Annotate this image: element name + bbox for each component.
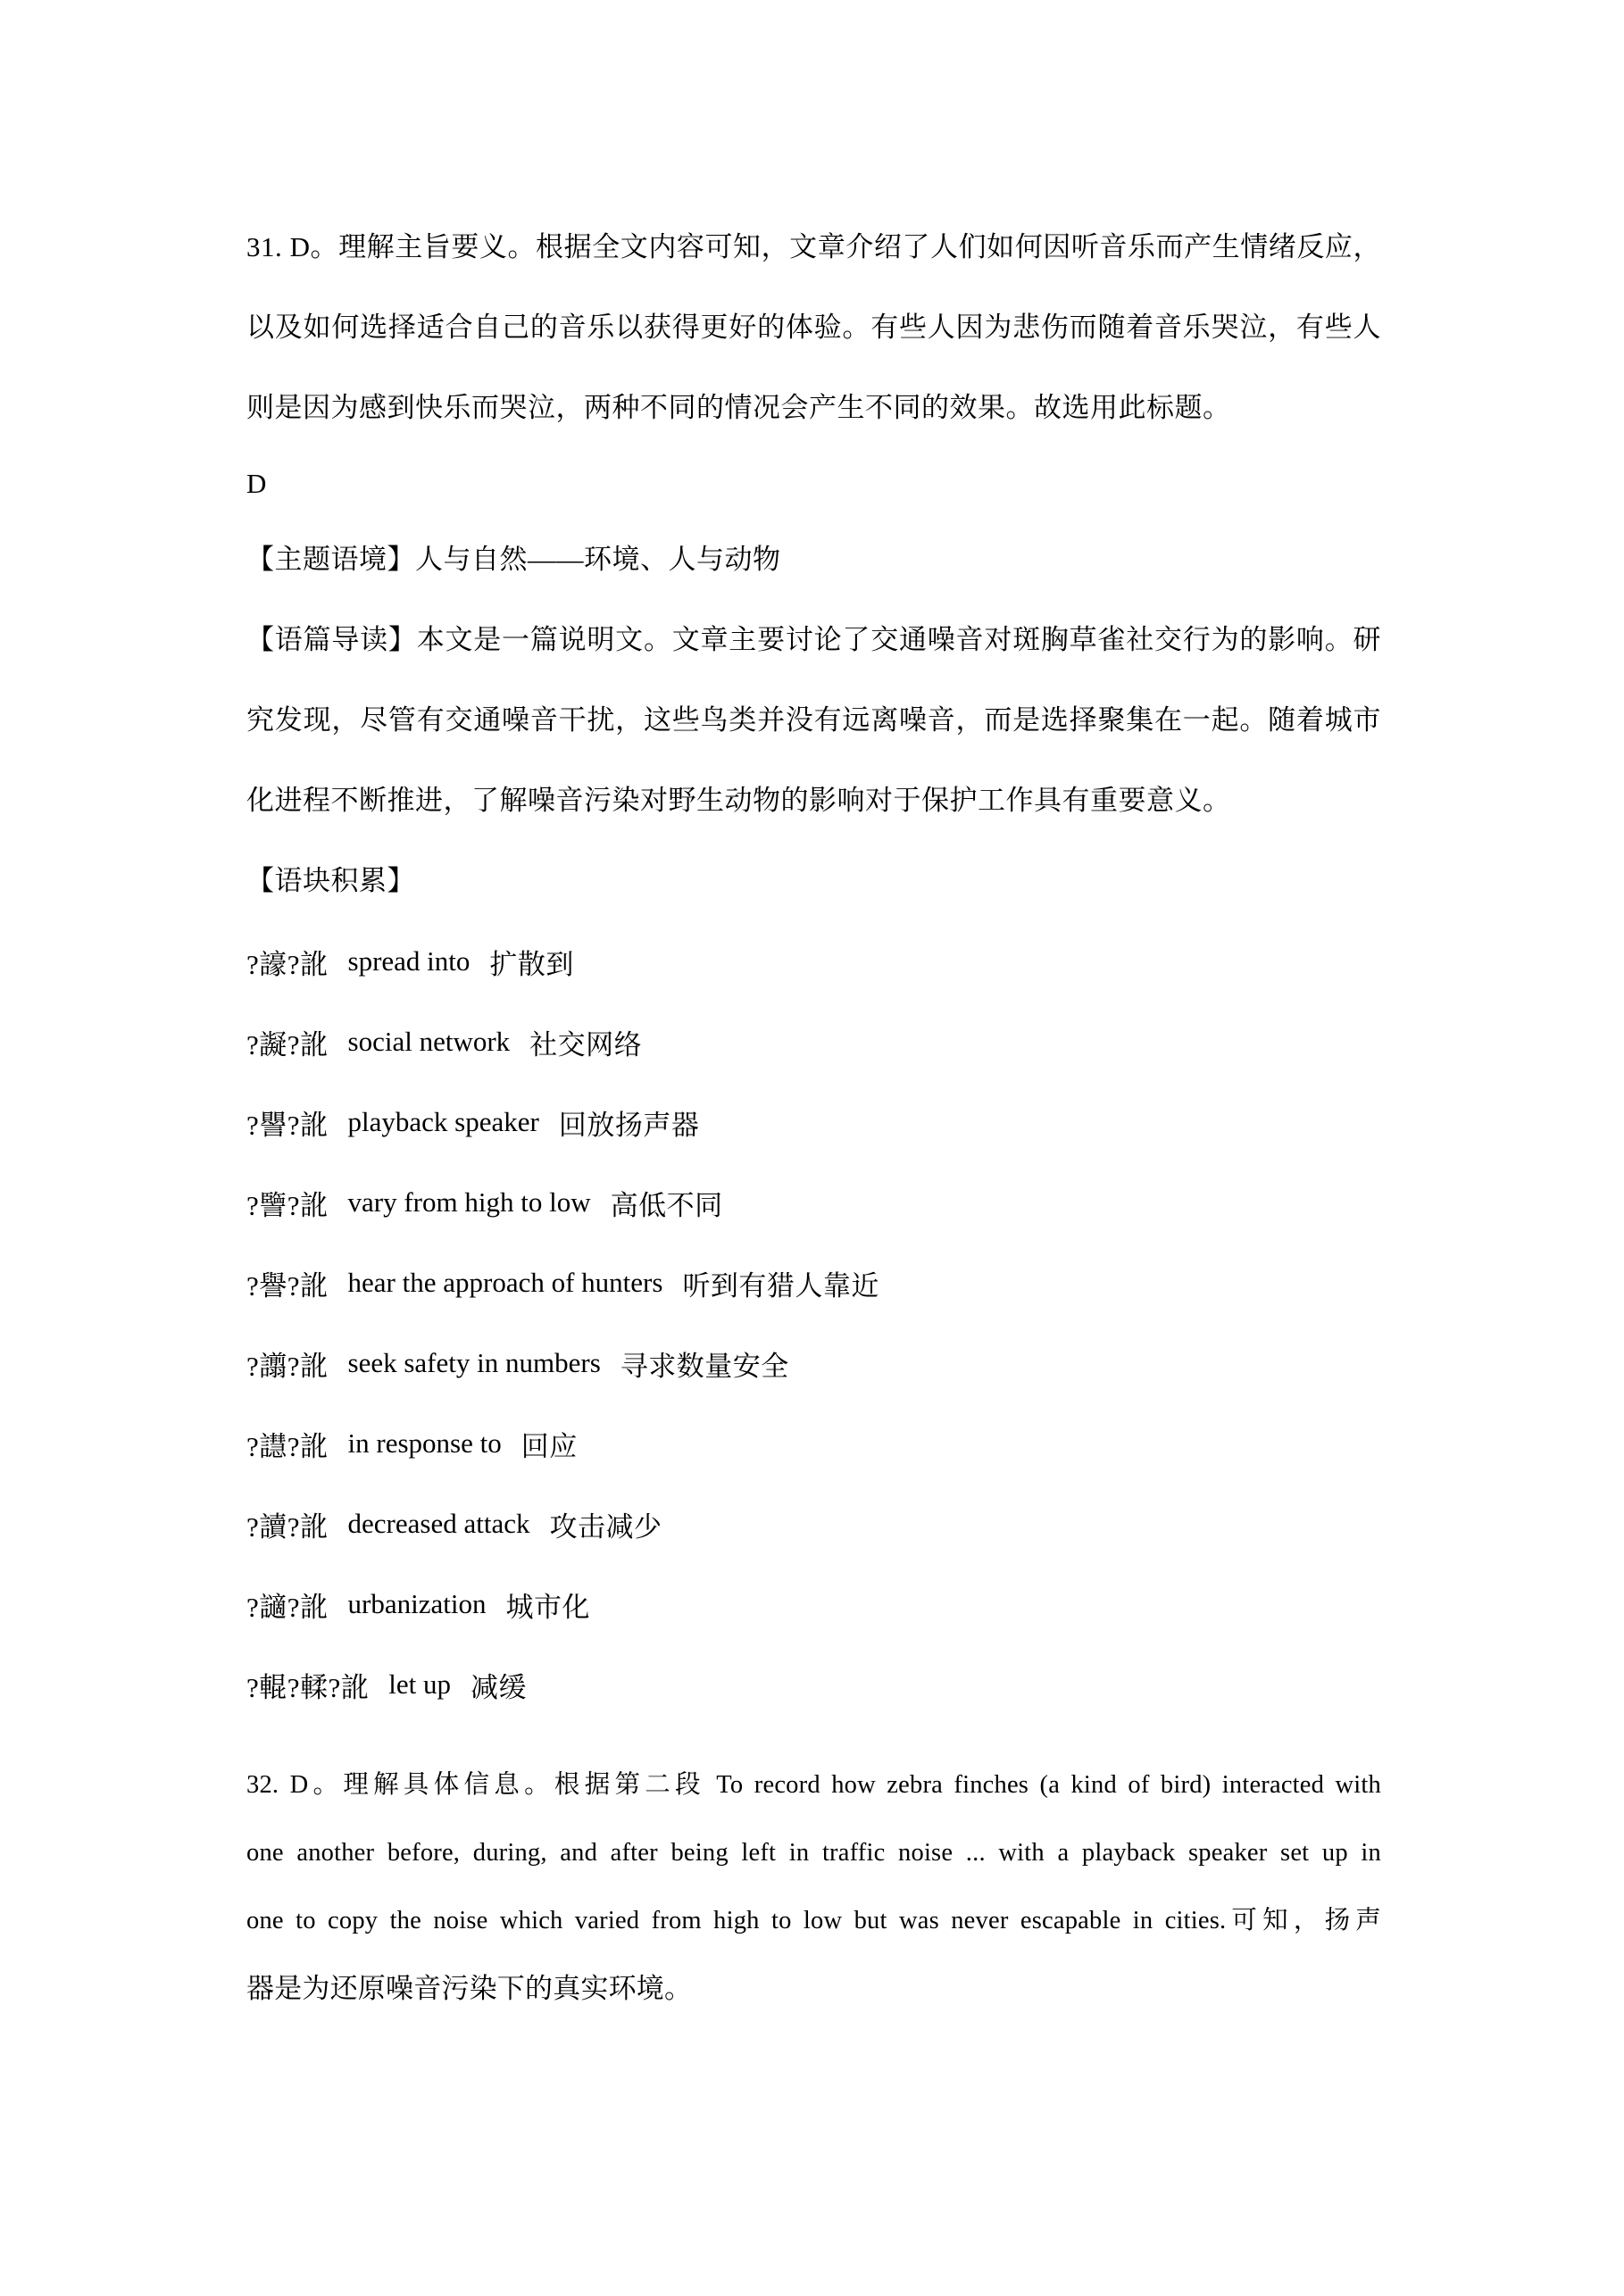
answer-32-line-4: 器是为还原噪音污染下的真实环境。 <box>246 1973 693 2004</box>
chunks-list <box>246 921 1381 1725</box>
chunk-item <box>246 1082 1381 1162</box>
answer-32-paragraph <box>246 1751 1381 2023</box>
chunk-item <box>246 1002 1381 1082</box>
chunk-english: vary from high to low <box>347 1186 591 1218</box>
chunk-english: let up <box>388 1668 452 1700</box>
passage-guide-line-3: 化进程不断推进，了解噪音污染对野生动物的影响对于保护工作具有重要意义。 <box>246 785 1231 816</box>
answer-31-paragraph <box>246 207 1381 448</box>
chunk-chinese: 寻求数量安全 <box>620 1350 789 1382</box>
chunk-marker: ?譺?訛 <box>246 1028 329 1061</box>
chunk-marker: ?讁?訛 <box>246 1591 329 1623</box>
passage-guide-line-2: 究发现，尽管有交通噪音干扰，这些鸟类并没有远离噪音，而是选择聚集在一起。随着城市 <box>246 704 1381 736</box>
chunk-english: playback speaker <box>347 1106 539 1137</box>
chunk-item <box>246 1323 1381 1403</box>
chunk-item <box>246 1243 1381 1323</box>
chunk-chinese: 城市化 <box>505 1591 590 1623</box>
chunk-marker: ?譽?訛 <box>246 1269 329 1302</box>
passage-guide-paragraph <box>246 600 1381 841</box>
chunks-heading: 【语块积累】 <box>246 865 415 896</box>
section-gap <box>246 1725 1381 1751</box>
chunk-marker: ?譻?訛 <box>246 1109 329 1141</box>
chunk-english: decreased attack <box>347 1508 530 1539</box>
chunk-english: urbanization <box>347 1588 487 1619</box>
answer-31-line-2: 以及如何选择适合自己的音乐以获得更好的体验。有些人因为悲伤而随着音乐哭泣，有些人 <box>246 312 1381 343</box>
answer-32-line-3: one to copy the noise which varied from high to low but was never escapable in cities.可知，扬声 <box>246 1907 1381 1934</box>
chunk-item <box>246 1484 1381 1564</box>
chunk-chinese: 高低不同 <box>610 1189 723 1221</box>
chunk-marker: ?譹?訛 <box>246 948 329 980</box>
chunk-marker: ?譿?訛 <box>246 1430 329 1462</box>
answer-32-line-1: 32. D。理解具体信息。根据第二段 To record how zebra finches (a kind of bird) interacted with <box>246 1771 1381 1799</box>
chunk-chinese: 攻击减少 <box>549 1510 662 1543</box>
chunk-marker: ?譼?訛 <box>246 1189 329 1221</box>
answer-32-line-2: one another before, during, and after being left in traffic noise ... with a playback speaker set up in <box>246 1839 1381 1867</box>
chunk-chinese: 回应 <box>521 1430 578 1462</box>
theme-context-line: 【主题语境】人与自然——环境、人与动物 <box>246 544 781 575</box>
chunk-item <box>246 1162 1381 1243</box>
passage-d-label: D <box>246 468 267 499</box>
chunk-chinese: 回放扬声器 <box>558 1109 700 1141</box>
chunk-chinese: 社交网络 <box>529 1028 643 1061</box>
answer-31-line-3: 则是因为感到快乐而哭泣，两种不同的情况会产生不同的效果。故选用此标题。 <box>246 392 1231 423</box>
passage-guide-line-1: 【语篇导读】本文是一篇说明文。文章主要讨论了交通噪音对斑胸草雀社交行为的影响。研 <box>246 624 1381 655</box>
chunk-english: in response to <box>347 1427 502 1459</box>
chunk-item <box>246 1564 1381 1644</box>
chunk-item <box>246 1403 1381 1484</box>
chunk-chinese: 减缓 <box>471 1671 528 1703</box>
chunk-english: hear the approach of hunters <box>347 1267 663 1298</box>
chunk-marker: ?讀?訛 <box>246 1510 329 1543</box>
chunk-chinese: 听到有猎人靠近 <box>682 1269 879 1302</box>
chunk-english: social network <box>347 1026 511 1057</box>
chunk-chinese: 扩散到 <box>489 948 574 980</box>
chunk-marker: ?輥?輮?訛 <box>246 1671 370 1703</box>
chunk-marker: ?譾?訛 <box>246 1350 329 1382</box>
chunk-english: spread into <box>347 945 471 977</box>
answer-31-line-1: 31. D。理解主旨要义。根据全文内容可知，文章介绍了人们如何因听音乐而产生情绪反应， <box>246 231 1381 262</box>
chunk-item <box>246 1644 1381 1725</box>
chunk-english: seek safety in numbers <box>347 1347 601 1378</box>
chunk-item <box>246 921 1381 1002</box>
